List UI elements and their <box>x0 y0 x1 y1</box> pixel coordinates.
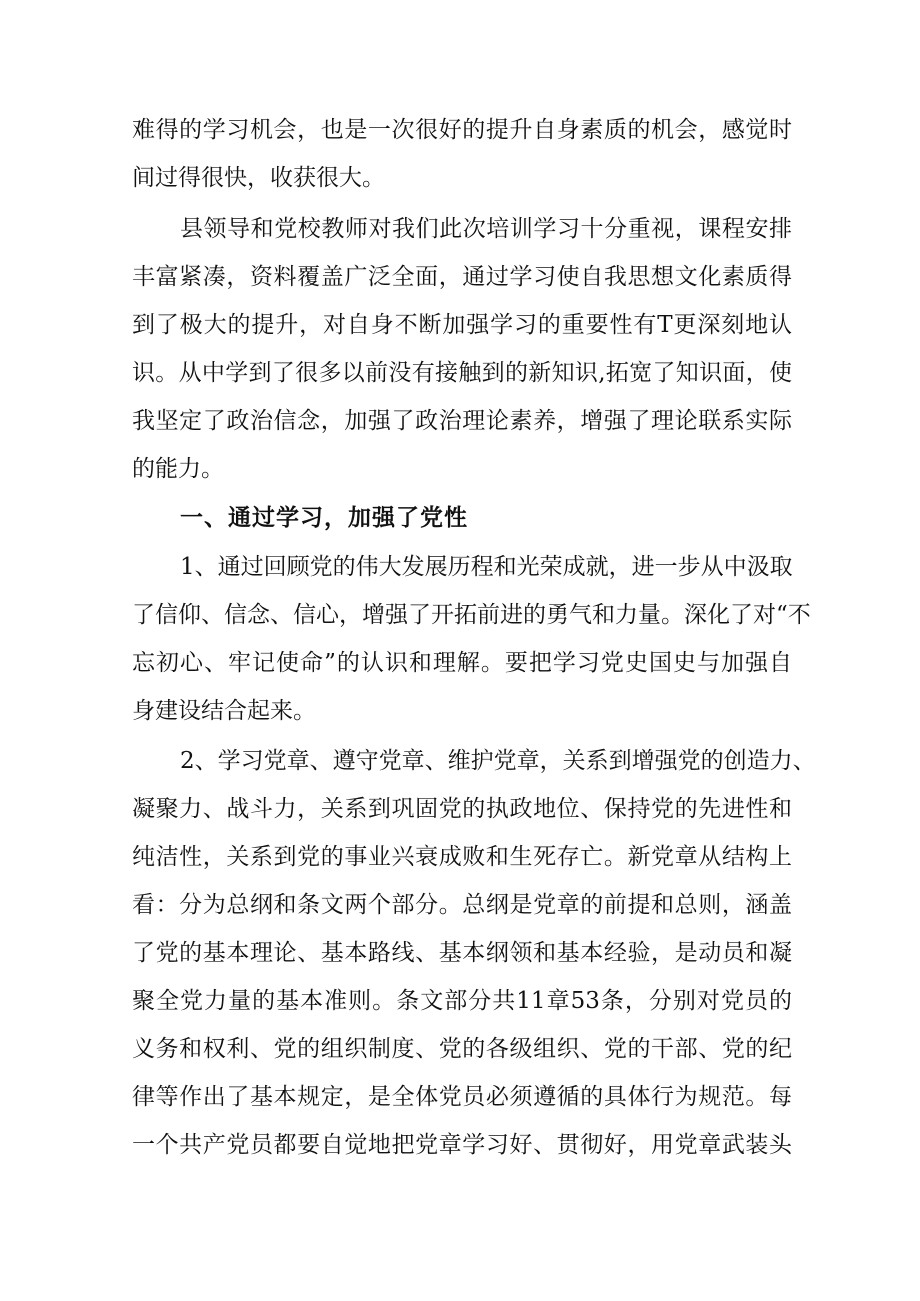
paragraph-line: 难得的学习机会，也是一次很好的提升自身素质的机会，感觉时 <box>132 117 792 143</box>
paragraph-line: 忘初心、牢记使命”的认识和理解。要把学习党史国史与加强自 <box>132 650 792 676</box>
paragraph-line: 一个共产党员都要自觉地把党章学习好、贯彻好，用党章武装头 <box>132 1132 792 1158</box>
paragraph-line: 的能力。 <box>132 456 224 482</box>
paragraph-line: 1、通过回顾党的伟大发展历程和光荣成就，进一步从中汲取 <box>180 554 793 580</box>
paragraph-line: 聚全党力量的基本准则。条文部分共11章53条，分别对党员的 <box>132 988 792 1014</box>
section-heading: 一、通过学习，加强了党性 <box>180 505 468 531</box>
paragraph-line: 县领导和党校教师对我们此次培训学习十分重视，课程安排 <box>180 216 792 242</box>
paragraph-line: 律等作出了基本规定，是全体党员必须遵循的具体行为规范。每 <box>132 1084 792 1110</box>
paragraph-line: 识。从中学到了很多以前没有接触到的新知识,拓宽了知识面，使 <box>132 360 792 386</box>
paragraph-line: 间过得很快，收获很大。 <box>132 165 385 191</box>
paragraph-line: 丰富紧凑，资料覆盖广泛全面，通过学习使自我思想文化素质得 <box>132 264 792 290</box>
paragraph-line: 我坚定了政治信念，加强了政治理论素养，增强了理论联系实际 <box>132 408 792 434</box>
paragraph-line: 纯洁性，关系到党的事业兴衰成败和生死存亡。新党章从结构上 <box>132 844 792 870</box>
paragraph-line: 了信仰、信念、信心，增强了开拓前进的勇气和力量。深化了对“不 <box>132 602 811 628</box>
paragraph-line: 了党的基本理论、基本路线、基本纲领和基本经验，是动员和凝 <box>132 940 792 966</box>
paragraph-line: 到了极大的提升，对自身不断加强学习的重要性有T更深刻地认 <box>132 312 792 338</box>
paragraph-line: 看：分为总纲和条文两个部分。总纲是党章的前提和总则，涵盖 <box>132 892 792 918</box>
paragraph-line: 凝聚力、战斗力，关系到巩固党的执政地位、保持党的先进性和 <box>132 796 792 822</box>
paragraph-line: 身建设结合起来。 <box>132 698 316 724</box>
paragraph-line: 2、学习党章、遵守党章、维护党章，关系到增强党的创造力、 <box>180 748 816 774</box>
paragraph-line: 义务和权利、党的组织制度、党的各级组织、党的干部、党的纪 <box>132 1036 792 1062</box>
